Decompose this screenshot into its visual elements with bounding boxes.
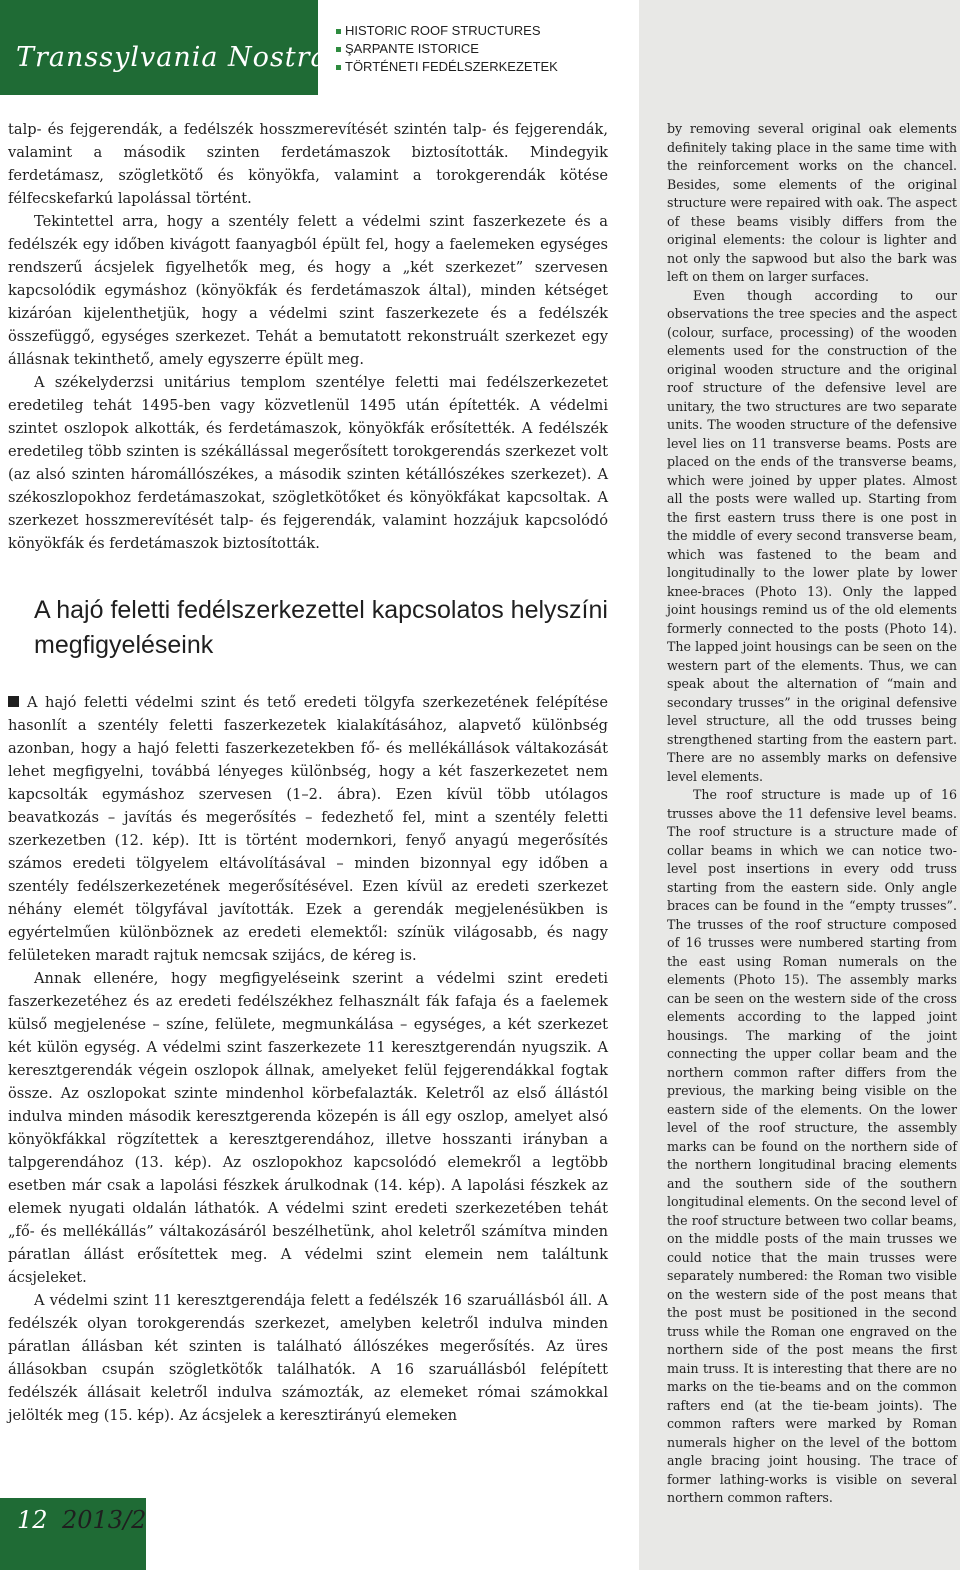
paragraph: talp- és fejgerendák, a fedélszék hosszmerevítését szintén talp- és fejgerendák, valamint a második szinten ferdetámaszok biztosították. Mindegyik ferdetámasz, szögletkötő és könyökfa, valamint a torokgerendák kötése félfecskefarkú lapolással történt. bbox=[8, 121, 608, 207]
paragraph: Tekintettel arra, hogy a szentély felett a védelmi szint faszerkezete és a fedélszék egy időben kivágott faanyagból épült fel, hogy a faelemeken egységes rendszerű ácsjelek figyelhetők meg, és hogy a „két szerkezet” szervesen kapcsolódik egymáshoz (könyökfák és ferdetámaszok által), minden kétséget kizáróan kijelenthetjük, hogy a védelmi szint faszerkezete és a fedélszék összefüggő, egységes szerkezet. Tehát a bemutatott rekonstruált szerkezet egy állásnak tekinthető, amely egyszerre épült meg. bbox=[8, 213, 608, 368]
right-column bbox=[667, 120, 957, 1508]
left-column bbox=[8, 118, 608, 1427]
header-topic: HISTORIC ROOF STRUCTURES bbox=[336, 22, 558, 40]
section-heading: A hajó feletti fedélszerkezettel kapcsolatos helyszíni megfigyeléseink bbox=[34, 596, 608, 659]
bullet-icon bbox=[336, 65, 341, 70]
bullet-icon bbox=[336, 47, 341, 52]
bullet-icon bbox=[336, 29, 341, 34]
header-topic: TÖRTÉNETI FEDÉLSZERKEZETEK bbox=[336, 58, 558, 76]
header-brand-box bbox=[0, 0, 328, 95]
paragraph: A hajó feletti védelmi szint és tető eredeti tölgyfa szerkezetének felépítése hasonlít a szentély feletti faszerkezetek kialakításához, alapvető különbség azonban, hogy a hajó feletti faszerkezetekben fő- és mellékállások váltakozását lehet megfigyelni, továbbá lényeges különbség, hogy a két faszerkezetet nem kapcsolták egymáshoz szervesen (1–2. ábra). Ezen kívül több utólagos beavatkozás – javítás és megerősítés – fedezhető fel, mint a szentély feletti szerkezetben (12. kép). Itt is történt modernkori, fenyő anyagú megerősítés számos eredeti tölgyelem eltávolításával – minden bizonnyal egy időben a szentély fedélszerkezetének megerősítésével. Ezen kívül az eredeti szerkezet néhány elemét tölgyfával javították. Ezek a gerendák megjelenésükben is egyértelműen különböznek az eredeti elemektől: színük világosabb, és nagy felületeken maradt rajtuk nemcsak szijács, de kéreg is. bbox=[8, 694, 608, 964]
paragraph: by removing several original oak elements definitely taking place in the same time with the reinforcement works on the chancel. Besides, some elements of the original structure were repaired with oak. The aspect of these beams visibly differs from the original elements: the colour is lighter and not only the sapwood but also the bark was left on them on larger surfaces. bbox=[667, 121, 957, 284]
paragraph: A székelyderzsi unitárius templom szentélye feletti mai fedélszerkezetet eredetileg tehát 1495-ben vagy közvetlenül 1495 után építették. A védelmi szintet oszlopok alkották, és ferdetámaszok, könyökfák erősítették. A fedélszék eredetileg több szinten is székállással megerősített torokgerendás szerkezet volt (az alsó szinten háromállószékes, a második szinten kétállószékes szerkezet). A székoszlopokhoz ferdetámaszokat, szögletkötőket és könyökfákat kapcsoltak. A szerkezet hosszmerevítését talp- és fejgerendák, valamint hozzájuk kapcsolódó könyökfák és ferdetámaszok biztosították. bbox=[8, 374, 608, 552]
square-bullet-icon bbox=[8, 696, 19, 707]
header-topic: ŞARPANTE ISTORICE bbox=[336, 40, 558, 58]
issue-number: 2013/2 bbox=[62, 1506, 147, 1534]
header-topics bbox=[336, 22, 558, 76]
paragraph: A védelmi szint 11 keresztgerendája felett a fedélszék 16 szaruállásból áll. A fedélszék olyan torokgerendás szerkezet, amelyben keletről indulva minden páratlan állásban két szinten is található állószékes megerősítés. Az üres állásokban csupán szögletkötők találhatók. A 16 szaruállásból felépített fedélszék állásait keletről indulva számozták, az elemeket római számokkal jelölték meg (15. kép). Az ácsjelek a keresztirányú elemeken bbox=[8, 1292, 608, 1424]
page-number: 12 bbox=[17, 1506, 48, 1534]
paragraph: Even though according to our observations the tree species and the aspect (colour, surface, processing) of the wooden elements used for the construction of the original wooden structure and the original roof structure of the defensive level are unitary, the two structures are two separate units. The wooden structure of the defensive level lies on 11 transverse beams. Posts are placed on the ends of the transverse beams, which were joined by upper plates. Almost all the posts were walled up. Starting from the first eastern truss there is one post in the middle of every second transverse beam, which was fastened to the beam and longitudinally to the lower plate by lower knee-braces (Photo 13). Only the lapped joint housings remind us of the old elements formerly connected to the posts (Photo 14). The lapped joint housings can be seen on the western part of the elements. Thus, we can speak about the alternation of “main and secondary trusses” in the original defensive level structure, all the odd trusses being strengthened starting from the eastern part. There are no assembly marks on defensive level elements. bbox=[667, 287, 957, 784]
paragraph: Annak ellenére, hogy megfigyeléseink szerint a védelmi szint eredeti faszerkezetéhez és az eredeti fedélszékhez felhasznált fák fafaja és a faelemek külső megjelenése – színe, felülete, megmunkálása – egységes, a két szerkezet két külön egység. A védelmi szint faszerkezete 11 keresztgerendán nyugszik. A keresztgerendák végein oszlopok állnak, amelyeket felül fejgerendákkal fogtak össze. Az oszlopokat szinte mindenhol körbefalazták. Keletről az első állástól indulva minden második keresztgerenda közepén is áll egy oszlop, amelyet alsó könyökfákkal rögzítettek a keresztgerendához, illetve hosszanti irányban a talpgerendához (13. kép). Az oszlopokhoz kapcsolódó elemekről a legtöbb esetben már csak a lapolási fészkek árulkodnak (14. kép). A lapolási fészkek az elemek nyugati oldalán láthatók. A védelmi szint eredeti szerkezetében tehát „fő- és mellékállás” váltakozásáról beszélhetünk, ahol keletről számítva minden páratlan állást erősítettek meg. A védelmi szint elemein nem találtunk ácsjeleket. bbox=[8, 970, 608, 1286]
brand-title: Transsylvania Nostra bbox=[16, 42, 328, 73]
paragraph: The roof structure is made up of 16 trusses above the 11 defensive level beams. The roof structure is a structure made of collar beams in which we can notice two-level post insertions in every odd truss starting from the eastern side. Only angle braces can be found in the “empty trusses”. The trusses of the roof structure composed of 16 trusses were numbered starting from the east using Roman numerals on the elements (Photo 15). The assembly marks can be seen on the western side of the cross elements according to the lapped joint housings. The marking of the joint connecting the upper collar beam and the northern common rafter differs from the previous, the marking being visible on the eastern side of the elements. On the lower level of the roof structure, the assembly marks can be found on the northern side of the northern longitudinal bracing elements and the southern side of the southern longitudinal elements. On the second level of the roof structure between two collar beams, on the middle posts of the main trusses we could notice that the main trusses were separately numbered: the Roman two visible on the western side of the post means that the post must be positioned in the second truss while the Roman one engraved on the northern side of the post means the first main truss. It is interesting that there are no marks on the tie-beams and on the common rafters end (at the tie-beam joints). The common rafters were marked by Roman numerals higher on the level of the bottom angle bracing joint housing. The trace of former lathing-works is visible on several northern common rafters. bbox=[667, 787, 957, 1505]
